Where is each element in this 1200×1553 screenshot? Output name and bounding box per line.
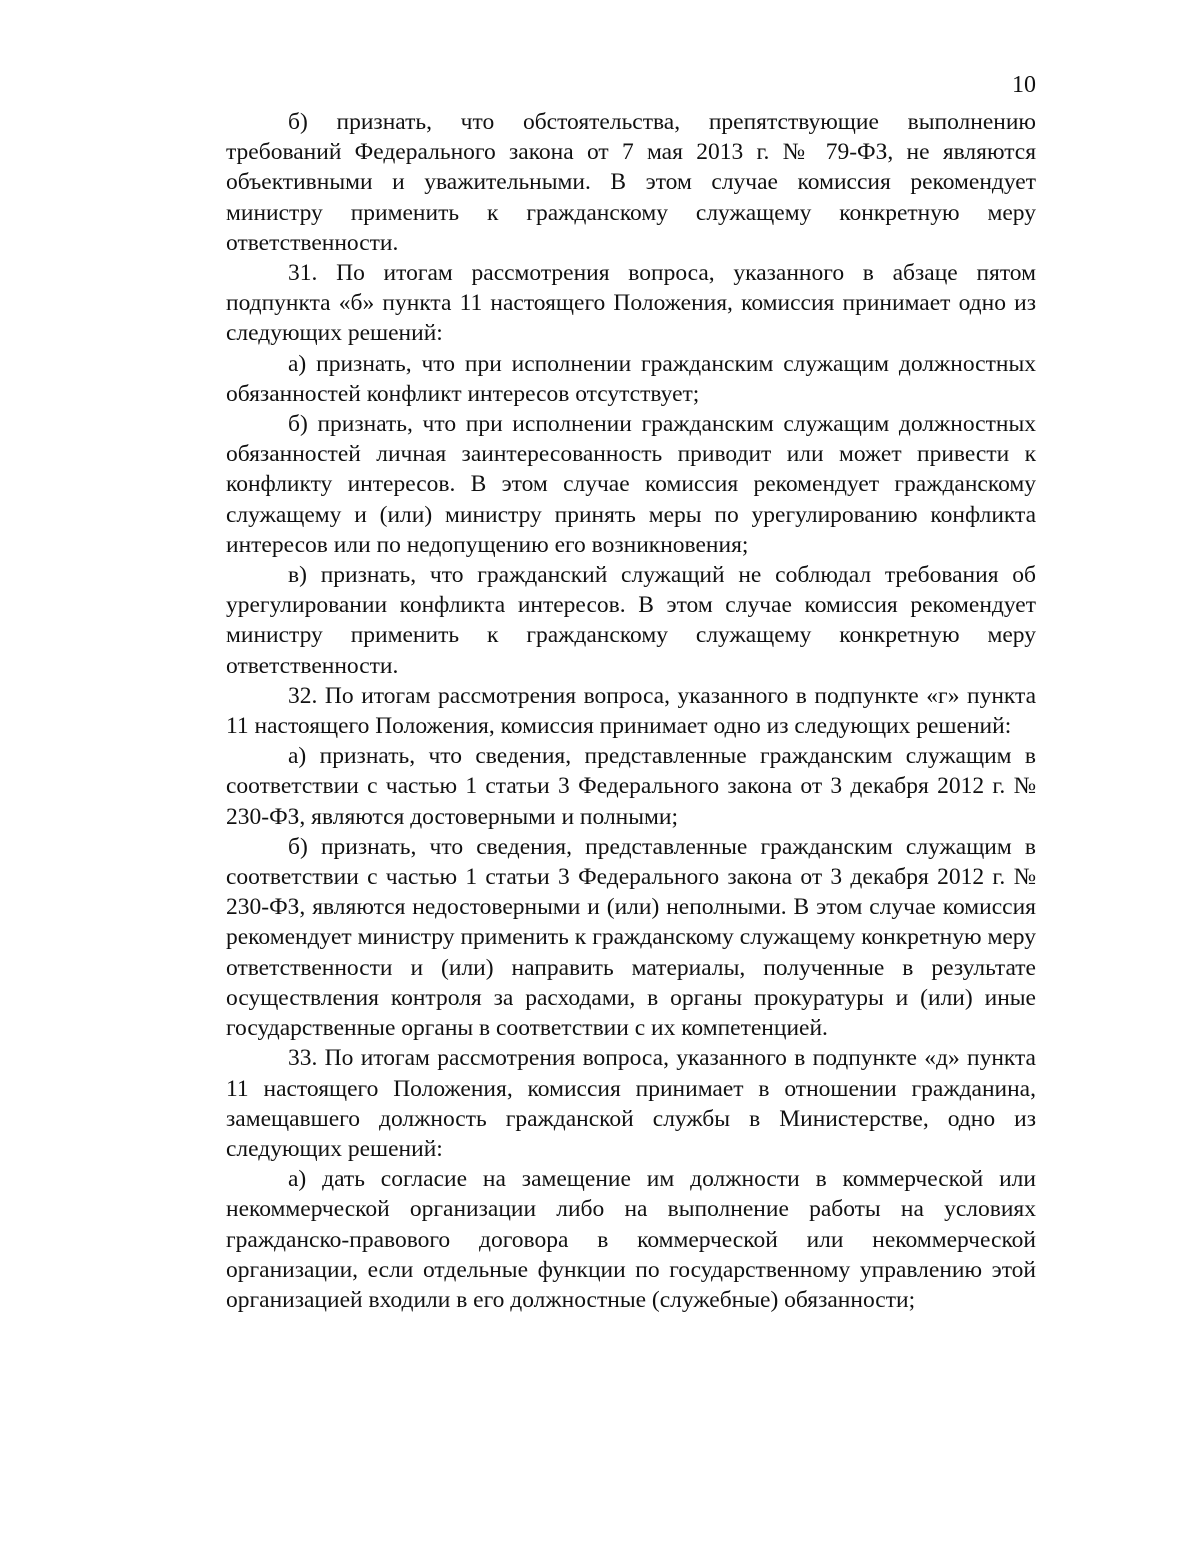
page-number: 10 bbox=[1012, 72, 1036, 98]
paragraph-32: 32. По итогам рассмотрения вопроса, указанного в подпункте «г» пункта 11 настоящего Положения, комиссия принимает одно из следующих решений: bbox=[226, 682, 1036, 740]
paragraph-33: 33. По итогам рассмотрения вопроса, указанного в подпункте «д» пункта 11 настоящего Положения, комиссия принимает в отношении гражданина, замещавшего должность гражданской службы в Министерстве, одно из следующих решений: bbox=[226, 1045, 1036, 1162]
paragraph-32a: а) признать, что сведения, представленные гражданским служащим в соответствии с частью 1 статьи 3 Федерального закона от 3 декабря 2012 г. № 230-ФЗ, являются достоверными и полными; bbox=[226, 743, 1036, 830]
paragraph-30b: б) признать, что обстоятельства, препятствующие выполнению требований Федерального закона от 7 мая 2013 г. № 79-ФЗ, не являются объективными и уважительными. В этом случае комиссия рекомендует министру применить к гражданскому служащему конкретную меру ответственности. bbox=[226, 109, 1036, 256]
paragraph-31a: а) признать, что при исполнении гражданским служащим должностных обязанностей конфликт интересов отсутствует; bbox=[226, 350, 1036, 407]
paragraph-31v: в) признать, что гражданский служащий не соблюдал требования об урегулировании конфликта интересов. В этом случае комиссия рекомендует министру применить к гражданскому служащему конкретную меру ответственности. bbox=[226, 562, 1036, 679]
paragraph-32b: б) признать, что сведения, представленные гражданским служащим в соответствии с частью 1 статьи 3 Федерального закона от 3 декабря 2012 г. № 230-ФЗ, являются недостоверными и (или) неполными. В этом случае комиссия рекомендует министру применить к гражданскому служащему конкретную меру ответственности и (или) направить материалы, полученные в результате осуществления контроля за расходами, в органы прокуратуры и (или) иные государственные органы в соответствии с их компетенцией. bbox=[226, 833, 1036, 1042]
paragraph-33a: а) дать согласие на замещение им должности в коммерческой или некоммерческой организации либо на выполнение работы на условиях гражданско-правового договора в коммерческой или некоммерческой организации, если отдельные функции по государственному управлению этой организацией входили в его должностные (служебные) обязанности; bbox=[226, 1166, 1036, 1313]
paragraph-31: 31. По итогам рассмотрения вопроса, указанного в абзаце пятом подпункта «б» пункта 11 настоящего Положения, комиссия принимает одно из следующих решений: bbox=[226, 260, 1036, 347]
document-body bbox=[226, 107, 1036, 1315]
paragraph-31b: б) признать, что при исполнении гражданским служащим должностных обязанностей личная заинтересованность приводит или может привести к конфликту интересов. В этом случае комиссия рекомендует гражданскому служащему и (или) министру принять меры по урегулированию конфликта интересов или по недопущению его возникновения; bbox=[226, 411, 1036, 558]
